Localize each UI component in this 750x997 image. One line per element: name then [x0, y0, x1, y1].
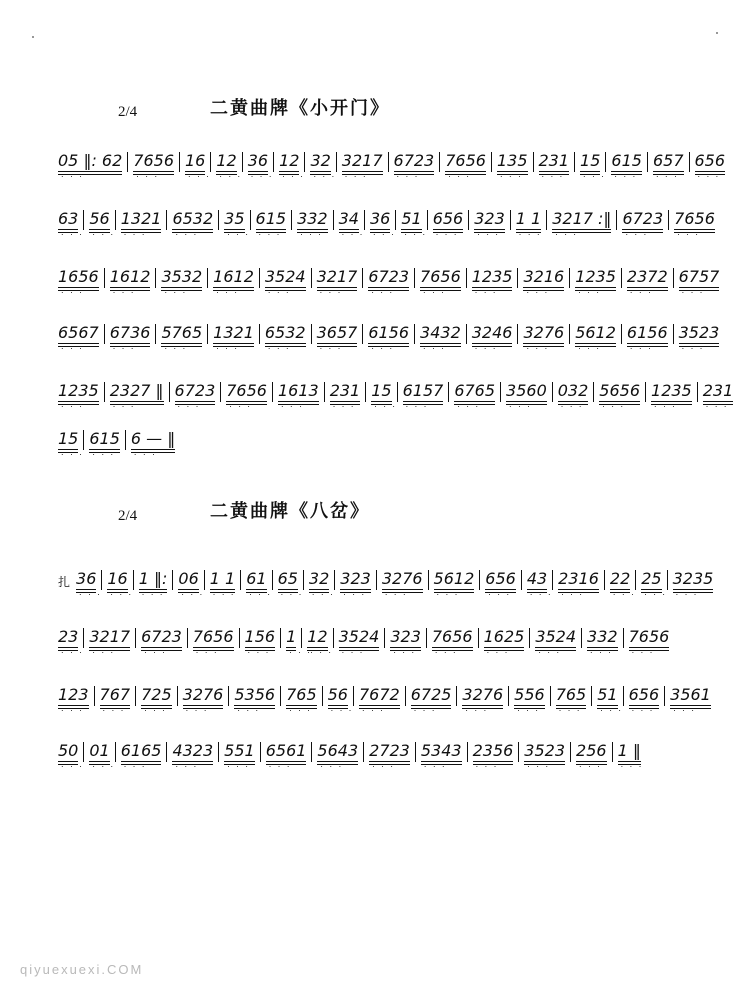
measure [679, 268, 725, 288]
measure [575, 324, 622, 344]
measure-notes: 22 . . . [610, 570, 630, 590]
measure-notes: 5356 . . . [234, 686, 275, 706]
measure [185, 152, 211, 172]
measure [421, 742, 468, 762]
measure-notes: 3523 . . . [679, 324, 720, 344]
measure-notes: 3561 . . . [670, 686, 711, 706]
measure-notes: 323 . . . [390, 628, 421, 648]
measure-notes: 2356 . . . [473, 742, 514, 762]
measure [622, 210, 669, 230]
measure-notes: 256 . . . [576, 742, 607, 762]
measure [462, 686, 509, 706]
section2-line-2 [58, 628, 690, 648]
measure [317, 324, 364, 344]
measure [265, 268, 312, 288]
measure [473, 742, 520, 762]
measure [107, 570, 133, 590]
measure-notes: 6157 . . . [403, 382, 444, 402]
measure [485, 570, 522, 590]
measure [527, 570, 553, 590]
measure [629, 686, 666, 706]
measure [420, 268, 467, 288]
measure-notes: 3524 . . . [265, 268, 306, 288]
measure [224, 210, 250, 230]
measure-notes: 6725 . . . [411, 686, 452, 706]
measure [653, 152, 690, 172]
measure-notes: 61 . . . [246, 570, 266, 590]
measure-notes: 3276 . . . [382, 570, 423, 590]
measure [558, 570, 605, 590]
measure-notes: 36 . . . [76, 570, 96, 590]
measure [514, 686, 551, 706]
measure-notes: 23 . . . [58, 628, 78, 648]
measure [576, 742, 613, 762]
measure [472, 324, 519, 344]
measure [310, 152, 336, 172]
measure [340, 570, 377, 590]
measure [266, 742, 313, 762]
measure [523, 268, 570, 288]
measure [246, 570, 272, 590]
measure-notes: 5656 . . . [599, 382, 640, 402]
measure-notes: 1321 . . . [121, 210, 162, 230]
measure-notes: 7656 . . . [629, 628, 670, 648]
measure-notes: 6165 . . . [121, 742, 162, 762]
measure [342, 152, 389, 172]
measure-notes: 1 1 . . . [516, 210, 541, 230]
measure [213, 268, 260, 288]
measure [139, 570, 174, 590]
measure [610, 570, 636, 590]
measure-notes: 765 . . . [556, 686, 587, 706]
measure-notes: 7672 . . . [359, 686, 400, 706]
measure [89, 628, 136, 648]
measure-notes: 1613 . . . [278, 382, 319, 402]
measure-notes: 36 . . . [248, 152, 268, 172]
measure [627, 268, 674, 288]
measure-notes: 231 . . . [539, 152, 570, 172]
measure [539, 152, 576, 172]
measure [558, 382, 595, 402]
measure [394, 152, 441, 172]
measure [524, 742, 571, 762]
measure [248, 152, 274, 172]
measure-notes: 556 . . . [514, 686, 545, 706]
measure-notes: 656 . . . [695, 152, 726, 172]
measure [110, 324, 157, 344]
measure [131, 430, 180, 450]
measure-notes: 6 — ‖ . . . [131, 430, 175, 450]
measure-notes: 5643 . . . [317, 742, 358, 762]
measure-notes: 7656 . . . [226, 382, 267, 402]
measure [328, 686, 354, 706]
measure-notes: 6765 . . . [454, 382, 495, 402]
measure [580, 152, 606, 172]
measure-notes: 5343 . . . [421, 742, 462, 762]
measure [89, 742, 115, 762]
measure-notes: 63 . . . [58, 210, 78, 230]
measure [121, 742, 168, 762]
measure-notes: 2327 ‖ . . . [110, 382, 164, 402]
measure-notes: 32 . . . [310, 152, 330, 172]
measure-notes: 12 . . . [307, 628, 327, 648]
measure [183, 686, 230, 706]
measure-notes: 5612 . . . [575, 324, 616, 344]
measure [309, 570, 335, 590]
measure-notes: 725 . . . [141, 686, 172, 706]
measure-notes: 3532 . . . [161, 268, 202, 288]
measure-notes: 3524 . . . [535, 628, 576, 648]
measure [497, 152, 534, 172]
measure [535, 628, 582, 648]
measure-notes: 2316 . . . [558, 570, 599, 590]
measure-notes: 1612 . . . [213, 268, 254, 288]
measure-notes: 323 . . . [474, 210, 505, 230]
measure-notes: 1235 . . . [58, 382, 99, 402]
section2-line-1 [58, 569, 714, 590]
measure-notes: 231 . . . [330, 382, 361, 402]
section2-line-4 [58, 742, 690, 762]
measure-notes: 4323 . . . [172, 742, 213, 762]
measure-notes: 56 . . . [328, 686, 348, 706]
measure-notes: 34 . . . [339, 210, 359, 230]
measure-notes: 6736 . . . [110, 324, 151, 344]
measure [286, 686, 323, 706]
measure-notes: 7656 . . . [193, 628, 234, 648]
measure-notes: 5612 . . . [434, 570, 475, 590]
measure [411, 686, 458, 706]
measure [172, 210, 219, 230]
measure-notes: 1235 . . . [575, 268, 616, 288]
site-watermark: qiyuexuexi.COM [20, 962, 144, 977]
measure [89, 210, 115, 230]
measure-notes: 767 . . . [100, 686, 131, 706]
measure [58, 268, 105, 288]
measure [76, 570, 102, 590]
measure-notes: 3276 . . . [523, 324, 564, 344]
measure [401, 210, 427, 230]
measure-notes: 1612 . . . [110, 268, 151, 288]
measure [390, 628, 427, 648]
measure-notes: 3524 . . . [339, 628, 380, 648]
measure-notes: 65 . . . [278, 570, 298, 590]
measure-notes: 3523 . . . [524, 742, 565, 762]
measure-notes: 3216 . . . [523, 268, 564, 288]
section1-line-6 [58, 430, 690, 450]
measure [133, 152, 180, 172]
measure-notes: 323 . . . [340, 570, 371, 590]
measure-notes: 6723 . . . [394, 152, 435, 172]
measure [587, 628, 624, 648]
measure [172, 742, 219, 762]
measure [516, 210, 547, 230]
measure-notes: 3217 :‖ . . . [552, 210, 611, 230]
measure-notes: 15 . . . [371, 382, 391, 402]
measure [121, 210, 168, 230]
measure-notes: 3276 . . . [183, 686, 224, 706]
measure [297, 210, 334, 230]
measure [58, 742, 84, 762]
measure-notes: 12 . . . [216, 152, 236, 172]
measure-notes: 6723 . . . [622, 210, 663, 230]
measure [161, 324, 208, 344]
measure [403, 382, 450, 402]
measure-notes: 3432 . . . [420, 324, 461, 344]
measure [330, 382, 367, 402]
measure-notes: 6723 . . . [141, 628, 182, 648]
measure [371, 382, 397, 402]
measure-notes: 657 . . . [653, 152, 684, 172]
measure [58, 686, 95, 706]
measure [307, 628, 333, 648]
section1-line-2 [58, 209, 715, 230]
measure-notes: 6532 . . . [265, 324, 306, 344]
measure [552, 210, 617, 230]
measure [484, 628, 531, 648]
measure [193, 628, 240, 648]
measure-notes: 2372 . . . [627, 268, 668, 288]
measure-notes: 16 . . . [107, 570, 127, 590]
measure-notes: 615 . . . [89, 430, 120, 450]
measure [597, 686, 623, 706]
measure-notes: 3560 . . . [506, 382, 547, 402]
measure [278, 382, 325, 402]
measure [695, 152, 731, 172]
measure-notes: 032 . . . [558, 382, 589, 402]
measure [317, 742, 364, 762]
measure [141, 628, 188, 648]
measure-notes: 123 . . . [58, 686, 89, 706]
measure-notes: 7656 . . . [133, 152, 174, 172]
measure-notes: 7656 . . . [445, 152, 486, 172]
measure [368, 324, 415, 344]
measure [58, 430, 84, 450]
measure [611, 152, 648, 172]
measure [454, 382, 501, 402]
measure-notes: 1 ‖: . . . [139, 570, 168, 590]
measure-notes: 05 ‖: 62 . . . [58, 152, 122, 172]
corner-dot-left [32, 36, 34, 38]
measure-notes: 51 . . . [597, 686, 617, 706]
measure-notes: 06 . . . [178, 570, 198, 590]
section1-line-4 [58, 323, 720, 344]
measure-notes: 6532 . . . [172, 210, 213, 230]
measure [278, 570, 304, 590]
measure-notes: 1 ‖ . . . [618, 742, 641, 762]
measure-notes: 6561 . . . [266, 742, 307, 762]
measure [641, 570, 667, 590]
measure-notes: 656 . . . [485, 570, 516, 590]
measure [370, 210, 396, 230]
measure-notes: 332 . . . [587, 628, 618, 648]
measure [506, 382, 553, 402]
measure [286, 628, 302, 648]
measure-notes: 3217 . . . [89, 628, 130, 648]
measure-notes: 01 . . . [89, 742, 109, 762]
measure [629, 628, 675, 648]
measure [256, 210, 293, 230]
measure [368, 268, 415, 288]
measure-notes: 7656 . . . [674, 210, 715, 230]
measure-notes: 765 . . . [286, 686, 317, 706]
measure [234, 686, 281, 706]
measure-notes: 3246 . . . [472, 324, 513, 344]
section1-line-5 [58, 381, 734, 402]
measure [210, 570, 241, 590]
measure-notes: 12 . . . [279, 152, 299, 172]
measure [420, 324, 467, 344]
measure [58, 628, 84, 648]
measure-notes: 1625 . . . [484, 628, 525, 648]
section1-title: 二黄曲牌《小开门》 [210, 98, 390, 119]
measure [445, 152, 492, 172]
measure [472, 268, 519, 288]
measure [618, 742, 646, 762]
measure [474, 210, 511, 230]
measure [670, 686, 716, 706]
section2-line-3 [58, 685, 711, 706]
measure [178, 570, 204, 590]
corner-dot-right [716, 32, 718, 34]
measure [432, 628, 479, 648]
measure-notes: 7656 . . . [420, 268, 461, 288]
measure-notes: 51 . . . [401, 210, 421, 230]
measure-notes: 6156 . . . [627, 324, 668, 344]
measure [382, 570, 429, 590]
prefix-mark: 扎 [58, 575, 71, 589]
measure [213, 324, 260, 344]
measure [339, 210, 365, 230]
measure-notes: 1235 . . . [472, 268, 513, 288]
measure-notes: 615 . . . [611, 152, 642, 172]
measure [245, 628, 282, 648]
measure-notes: 32 . . . [309, 570, 329, 590]
measure [161, 268, 208, 288]
measure-notes: 615 . . . [256, 210, 287, 230]
measure-notes: 7656 . . . [432, 628, 473, 648]
measure-notes: 6723 . . . [175, 382, 216, 402]
measure-notes: 156 . . . [245, 628, 276, 648]
section2-time-signature: 2/4 [118, 508, 138, 524]
measure-notes: 2723 . . . [369, 742, 410, 762]
measure-notes: 551 . . . [224, 742, 255, 762]
measure-notes: 656 . . . [433, 210, 464, 230]
measure-notes: 6723 . . . [368, 268, 409, 288]
measure [627, 324, 674, 344]
measure [175, 382, 222, 402]
measure-notes: 656 . . . [629, 686, 660, 706]
measure [369, 742, 416, 762]
measure-notes: 43 . . . [527, 570, 547, 590]
measure [58, 324, 105, 344]
measure [523, 324, 570, 344]
measure-notes: 1 . . . [286, 628, 296, 648]
measure [110, 268, 157, 288]
measure-notes: 15 . . . [580, 152, 600, 172]
measure [339, 628, 386, 648]
measure [110, 382, 170, 402]
measure [434, 570, 481, 590]
measure [679, 324, 725, 344]
measure [359, 686, 406, 706]
measure [58, 210, 84, 230]
measure-notes: 1 1 . . . [210, 570, 235, 590]
measure [141, 686, 178, 706]
measure-notes: 25 . . . [641, 570, 661, 590]
measure [651, 382, 698, 402]
measure-notes: 15 . . . [58, 430, 78, 450]
measure [433, 210, 470, 230]
measure-notes: 6156 . . . [368, 324, 409, 344]
measure [226, 382, 273, 402]
measure-notes: 135 . . . [497, 152, 528, 172]
measure-notes: 6757 . . . [679, 268, 720, 288]
measure [216, 152, 242, 172]
measure-notes: 6567 . . . [58, 324, 99, 344]
measure-notes: 332 . . . [297, 210, 328, 230]
measure-notes: 1321 . . . [213, 324, 254, 344]
measure [89, 430, 126, 450]
measure [673, 570, 719, 590]
measure-notes: 56 . . . [89, 210, 109, 230]
measure-notes: 1235 . . . [651, 382, 692, 402]
measure [265, 324, 312, 344]
measure-notes: 3657 . . . [317, 324, 358, 344]
section1-line-3 [58, 267, 720, 288]
section1-time-signature: 2/4 [118, 104, 138, 120]
measure [317, 268, 364, 288]
measure [575, 268, 622, 288]
measure [279, 152, 305, 172]
measure [58, 382, 105, 402]
measure-notes: 36 . . . [370, 210, 390, 230]
measure [599, 382, 646, 402]
measure-notes: 231 . . . [703, 382, 734, 402]
measure-notes: 3276 . . . [462, 686, 503, 706]
measure-notes: 1656 . . . [58, 268, 99, 288]
measure-notes: 3217 . . . [342, 152, 383, 172]
measure-notes: 16 . . . [185, 152, 205, 172]
measure [224, 742, 261, 762]
measure-notes: 5765 . . . [161, 324, 202, 344]
measure [100, 686, 137, 706]
measure [58, 152, 128, 172]
measure-notes: 3235 . . . [673, 570, 714, 590]
measure [556, 686, 593, 706]
measure-notes: 50 . . . [58, 742, 78, 762]
measure-notes: 3217 . . . [317, 268, 358, 288]
measure-notes: 35 . . . [224, 210, 244, 230]
section1-line-1 [58, 151, 726, 172]
measure [674, 210, 720, 230]
measure [703, 382, 739, 402]
section2-title: 二黄曲牌《八岔》 [210, 501, 370, 522]
